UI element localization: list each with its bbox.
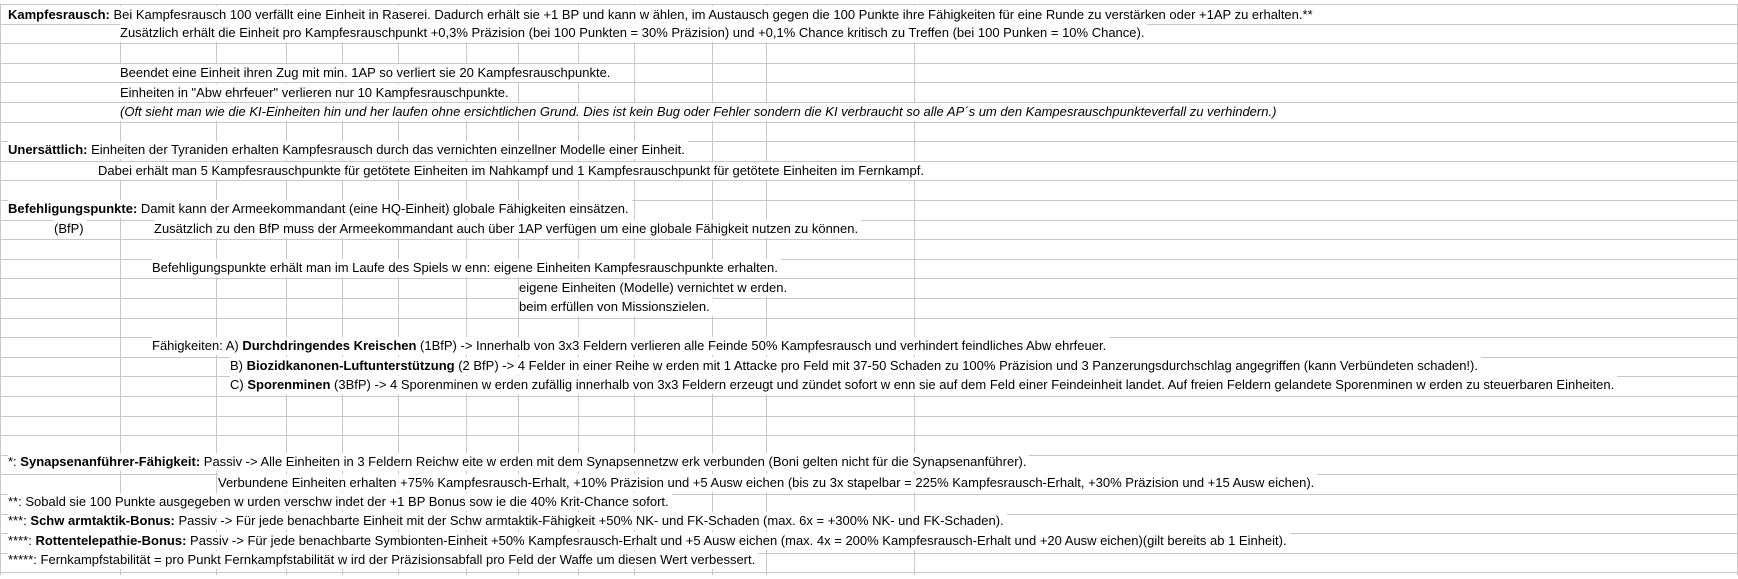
unersaettlich-row <box>8 141 688 159</box>
line-text: (1BfP) -> Innerhalb von 3x3 Feldern verlieren alle Feinde 50% Kampfesrausch und verhindert feindliches Abw ehrfeuer. <box>416 338 1107 353</box>
line-text: Befehligungspunkte erhält man im Laufe des Spiels w enn: eigene Einheiten Kampfesrauschpunkte erhalten. <box>152 260 778 275</box>
kampfesrausch-heading: Kampfesrausch: <box>8 7 110 22</box>
text-line <box>519 298 713 316</box>
line-text: Verbundene Einheiten erhalten +75% Kampfesrausch-Erhalt, +10% Präzision und +5 Ausw eichen (bis zu 3x stapelbar = 225% Kampfesrausch-Erhalt, +30% Präzision und +15 Ausw eichen). <box>218 475 1315 490</box>
line-text: Dabei erhält man 5 Kampfesrauschpunkte für getötete Einheiten im Nahkampf und 1 Kampfesrauschpunkt für getötete Einheiten im Fernkampf. <box>98 163 924 178</box>
footnote-2 <box>8 493 672 511</box>
line-text: C) <box>230 377 248 392</box>
line-text: (2 BfP) -> 4 Felder in einer Reihe w erden mit 1 Attacke pro Feld mit 37-50 Schaden zu 100% Präzision und 3 Panzerungsdurchschlag angegriffen (kann Verbündeten schaden!). <box>454 358 1478 373</box>
line-text: Passiv -> Für jede benachbarte Symbionten-Einheit +50% Kampfesrausch-Erhalt und +5 Ausw eichen (max. 4x = 200% Kampfesrausch-Erhalt und +20 Ausw eichen)(gilt bereits ab 1 Einheit). <box>186 533 1287 548</box>
text-line <box>218 474 1317 492</box>
text-line <box>120 24 1147 42</box>
text-line <box>120 84 512 102</box>
text-line <box>519 279 790 297</box>
ability-name: Durchdringendes Kreischen <box>242 338 417 353</box>
line-text: Passiv -> Für jede benachbarte Einheit mit der Schw armtaktik-Fähigkeit +50% NK- und FK-Schaden (max. 6x = +300% NK- und FK-Schaden). <box>174 513 1004 528</box>
line-text: B) <box>230 358 247 373</box>
row-gridline <box>0 572 1738 573</box>
footnote-heading: Schw armtaktik-Bonus: <box>30 513 175 528</box>
line-text: Damit kann der Armeekommandant (eine HQ-Einheit) globale Fähigkeiten einsätzen. <box>137 201 629 216</box>
row-gridline <box>0 4 1738 5</box>
line-text: Passiv -> Alle Einheiten in 3 Feldern Reichw eite w erden mit dem Synapsennetzw erk verbunden (Boni gelten nicht für die Synapsenanführer). <box>200 454 1027 469</box>
row-gridline <box>0 298 1738 299</box>
ability-name: Biozidkanonen-Luftunterstützung <box>246 358 455 373</box>
ability-name: Sporenminen <box>247 377 331 392</box>
italic-note: (Oft sieht man wie die KI-Einheiten hin und her laufen ohne ersichtlichen Grund. Dies ist kein Bug oder Fehler sondern die KI verbraucht so alle AP´s um den Kampesrauschpunkteverfall zu verhindern.) <box>120 104 1277 119</box>
row-gridline <box>0 122 1738 123</box>
row-gridline <box>0 82 1738 83</box>
line-text: **: Sobald sie 100 Punkte ausgegeben w urden verschw indet der +1 BP Bonus sow ie die 40% Krit-Chance sofort. <box>8 494 669 509</box>
text-line <box>98 162 927 180</box>
text-line <box>154 220 861 238</box>
ability-b <box>230 357 1481 375</box>
line-text: eigene Einheiten (Modelle) vernichtet w erden. <box>519 280 788 295</box>
line-text: beim erfüllen von Missionszielen. <box>519 299 710 314</box>
line-text: Einheiten der Tyraniden erhalten Kampfesrausch durch das vernichten einzellner Modelle einer Einheit. <box>87 142 685 157</box>
row-gridline <box>0 43 1738 44</box>
befehligungspunkte-row <box>8 200 632 218</box>
line-text: (BfP) <box>54 221 84 236</box>
footnote-4 <box>8 532 1290 550</box>
line-text: ***: <box>8 513 31 528</box>
row-gridline <box>0 416 1738 417</box>
row-gridline <box>0 180 1738 181</box>
ability-a <box>152 337 1109 355</box>
befehligungspunkte-heading: Befehligungspunkte: <box>8 201 138 216</box>
row-gridline <box>0 396 1738 397</box>
text-line <box>120 64 613 82</box>
row-gridline <box>0 318 1738 319</box>
unersaettlich-heading: Unersättlich: <box>8 142 88 157</box>
row-gridline <box>0 435 1738 436</box>
text-line <box>152 259 781 277</box>
line-text: (3BfP) -> 4 Sporenminen w erden zufällig innerhalb von 3x3 Feldern erzeugt und zündet sofort w enn sie auf dem Feld einer Feindeinheit landet. Auf freien Feldern gelandete Sporenminen w erden zu steuerbaren Einheiten. <box>330 377 1615 392</box>
line-text: ****: <box>8 533 36 548</box>
footnote-heading: Synapsenanführer-Fähigkeit: <box>20 454 201 469</box>
line-text: *: <box>8 454 21 469</box>
line-text: Beendet eine Einheit ihren Zug mit min. 1AP so verliert sie 20 Kampfesrauschpunkte. <box>120 65 611 80</box>
line-text: Zusätzlich erhält die Einheit pro Kampfesrauschpunkt +0,3% Präzision (bei 100 Punkten = 30% Präzision) und +0,1% Chance kritisch zu Treffen (bei 100 Punken = 10% Chance). <box>120 25 1145 40</box>
footnote-1 <box>8 453 1029 471</box>
row-gridline <box>0 239 1738 240</box>
footnote-heading: Rottentelepathie-Bonus: <box>35 533 187 548</box>
bfp-abbreviation <box>54 220 87 238</box>
text-line <box>120 103 1279 121</box>
ability-c <box>230 376 1617 394</box>
kampfesrausch-text: Bei Kampfesrausch 100 verfällt eine Einheit in Raserei. Dadurch erhält sie +1 BP und kann w ählen, im Austausch gegen die 100 Punkte ihre Fähigkeiten für eine Runde zu verstärken oder +1AP zu erhalten.** <box>109 7 1313 22</box>
row-gridline <box>0 278 1738 279</box>
kampfesrausch-row <box>8 6 1316 24</box>
footnote-5 <box>8 551 758 569</box>
line-text: Fähigkeiten: A) <box>152 338 243 353</box>
line-text: Einheiten in "Abw ehrfeuer" verlieren nur 10 Kampfesrauschpunkte. <box>120 85 509 100</box>
footnote-3 <box>8 512 1007 530</box>
column-gridline <box>0 4 1 575</box>
line-text: Zusätzlich zu den BfP muss der Armeekommandant auch über 1AP verfügen um eine globale Fähigkeit nutzen zu können. <box>154 221 859 236</box>
line-text: *****: Fernkampfstabilität = pro Punkt Fernkampfstabilität w ird der Präzisionsabfall pro Feld der Waffe um diesen Wert verbessert. <box>8 552 756 567</box>
